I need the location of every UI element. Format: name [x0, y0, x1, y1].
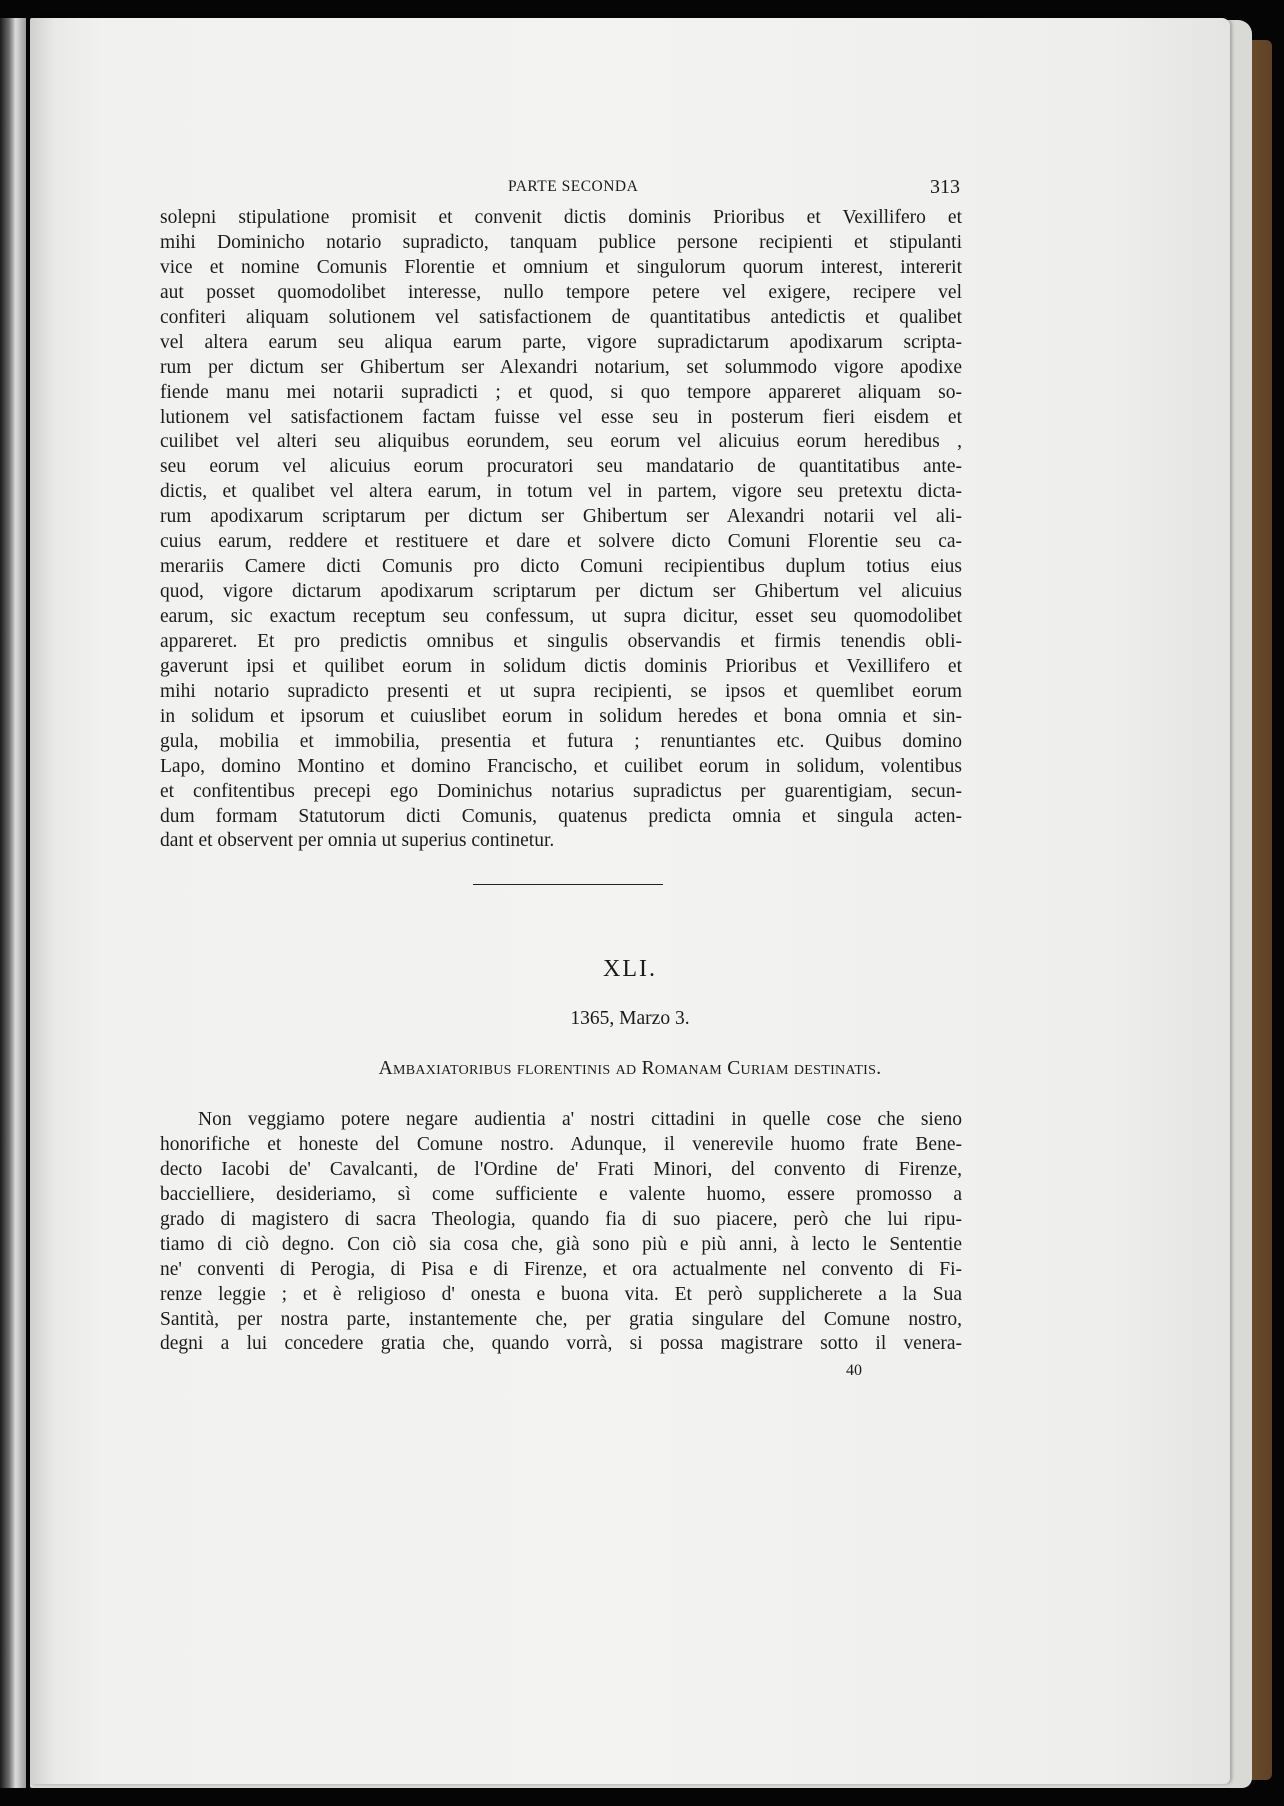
text-line: vice et nomine Comunis Florentie et omnium et singulorum quorum interest, intererit [160, 256, 962, 278]
text-line: lutionem vel satisfactionem factam fuisse vel esse seu in posterum fieri eisdem et [160, 406, 962, 428]
text-line: dictis, et qualibet vel altera earum, in totum vel in partem, vigore seu pretextu dicta- [160, 481, 962, 503]
text-line: aut posset quomodolibet interesse, nullo tempore petere vel exigere, recipere vel [160, 281, 962, 303]
running-head: PARTE SECONDA [508, 178, 639, 195]
book-edge [0, 18, 26, 1788]
text-line: rum per dictum ser Ghibertum ser Alexandri notarium, set solummodo vigore apodixe [160, 356, 962, 378]
page [30, 18, 1230, 1784]
document-number: XLI. [603, 956, 657, 982]
text-line: Santità, per nostra parte, instantemente che, per gratia singulare del Comune nostro, [160, 1308, 962, 1330]
text-line: degni a lui concedere gratia che, quando vorrà, si possa magistrare sotto il venera- [160, 1333, 962, 1355]
text-line: Lapo, domino Montino et domino Francischo, et cuilibet eorum in solidum, volentibus [160, 755, 962, 777]
text-line: earum, sic exactum receptum seu confessum, ut supra dicitur, esset seu quomodolibet [160, 606, 962, 627]
text-line: solepni stipulatione promisit et convenit dictis dominis Prioribus et Vexillifero et [160, 207, 962, 228]
signature-mark: 40 [846, 1362, 862, 1379]
text-line: tiamo di ciò degno. Con ciò sia cosa che, già sono più e più anni, à lecto le Sententie [160, 1233, 962, 1255]
text-line: honorifiche et honeste del Comune nostro. Adunque, il venerevile huomo frate Bene- [160, 1133, 962, 1155]
text-line: grado di magistero di sacra Theologia, quando fia di suo piacere, però che lui ripu- [160, 1208, 962, 1230]
document-date: 1365, Marzo 3. [570, 1008, 690, 1029]
text-line: ne' conventi di Perogia, di Pisa e di Firenze, et ora actualmente nel convento di Fi- [160, 1258, 962, 1280]
text-line: gaverunt ipsi et quilibet eorum in solidum dictis dominis Prioribus et Vexillifero et [160, 655, 962, 677]
text-line: gula, mobilia et immobilia, presentia et futura ; renuntiantes etc. Quibus domino [160, 730, 962, 752]
text-line: quod, vigore dictarum apodixarum scriptarum per dictum ser Ghibertum vel alicuius [160, 581, 962, 603]
continued-text-block [160, 206, 962, 854]
document-text-block [160, 1108, 962, 1357]
text-line: fiende manu mei notarii supradicti ; et quod, si quo tempore appareret aliquam so- [160, 381, 962, 403]
text-line: renze leggie ; et è religioso d' onesta e buona vita. Et però supplicherete a la Sua [160, 1283, 962, 1305]
text-line: rum apodixarum scriptarum per dictum ser Ghibertum ser Alexandri notarii vel ali- [160, 506, 962, 528]
text-line: et confitentibus precepi ego Dominichus notarius supradictus per guarentigiam, secun- [160, 780, 962, 802]
page-number: 313 [930, 176, 960, 198]
text-line: dant et observent per omnia ut superius continetur. [160, 830, 555, 852]
text-line: mihi Dominicho notario supradicto, tanquam publice persone recipienti et stipulanti [160, 231, 962, 253]
text-line: appareret. Et pro predictis omnibus et singulis observandis et firmis tenendis obli- [160, 630, 962, 652]
section-divider [473, 884, 663, 885]
text-line: confiteri aliquam solutionem vel satisfactionem de quantitatibus antedictis et qualibet [160, 306, 962, 328]
text-line: baccielliere, desideriamo, sì come sufficiente e valente huomo, essere promosso a [160, 1183, 962, 1205]
text-line: merariis Camere dicti Comunis pro dicto Comuni recipientibus duplum totius eius [160, 556, 962, 578]
text-line: seu eorum vel alicuius eorum procuratori seu mandatario de quantitatibus ante- [160, 456, 962, 478]
text-line: cuius earum, reddere et restituere et dare et solvere dicto Comuni Florentie seu ca- [160, 531, 962, 553]
text-line: Non veggiamo potere negare audientia a' nostri cittadini in quelle cose che sieno [198, 1109, 962, 1130]
text-line: vel altera earum seu aliqua earum parte, vigore supradictarum apodixarum scripta- [160, 331, 962, 353]
text-line: mihi notario supradicto presenti et ut supra recipienti, se ipsos et quemlibet eorum [160, 680, 962, 702]
text-line: decto Iacobi de' Cavalcanti, de l'Ordine de' Frati Minori, del convento di Firenze, [160, 1158, 962, 1180]
document-heading: Ambaxiatoribus florentinis ad Romanam Curiam destinatis. [378, 1058, 882, 1079]
text-line: dum formam Statutorum dicti Comunis, quatenus predicta omnia et singula acten- [160, 805, 962, 827]
text-line: in solidum et ipsorum et cuiuslibet eorum in solidum heredes et bona omnia et sin- [160, 705, 962, 727]
text-line: cuilibet vel alteri seu aliquibus eorundem, seu eorum vel alicuius eorum heredibus , [160, 431, 962, 453]
